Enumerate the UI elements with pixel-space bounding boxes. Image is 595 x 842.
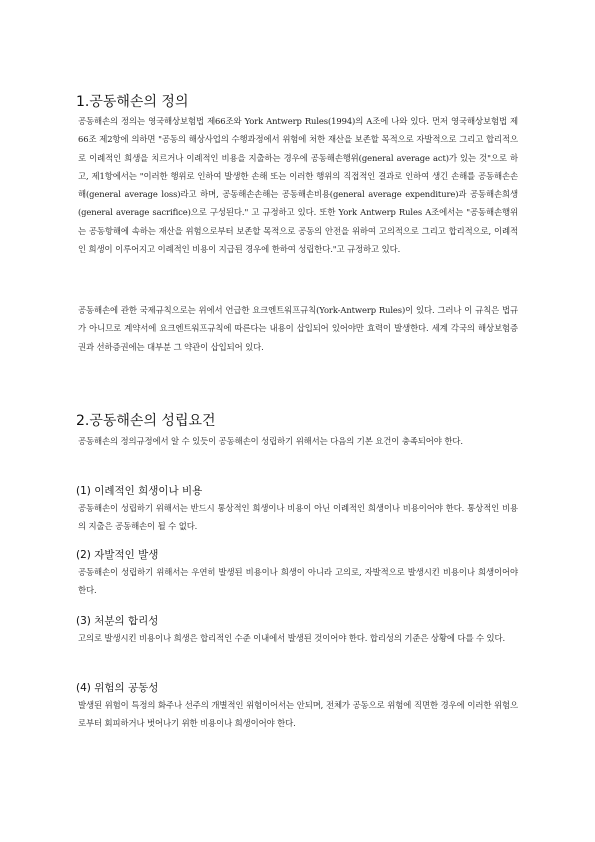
requirement-3-text: 고의로 발생시킨 비용이나 희생은 합리적인 수준 이내에서 발생된 것이어야 한다. 합리성의 기준은 상황에 다를 수 있다.	[78, 633, 506, 643]
requirement-1-text: 공동해손이 성립하기 위해서는 반드시 통상적인 희생이나 비용이 아닌 이례적인 희생이나 비용이어야 한다. 통상적인 비용의 지출은 공동해손이 될 수 없다.	[78, 503, 518, 532]
section-1-paragraph-1: 공동해손의 정의는 영국해상보험법 제66조와 York Antwerp Rules(1994)의 A조에 나와 있다. 먼저 영국해상보험법 제66조 제2항에 의하면 "공동의 해상사업의 수행과정에서 위험에 처한 재산을 보존할 목적으로 자발적으로 그리고 합리적으로 이례적인 희생을 치르거나 이례적인 비용을 지출하는 경우에 공동해손행위(general average act)가 있는 것"으로 하고, 제1항에서는 "이러한 행위로 인하여 발생한 손해 또는 이러한 행위의 직접적인 결과로 인하여 생긴 손해를 공동해손손해(general average loss)라고 하며, 공동해손손해는 공동해손비용(general average expenditure)과 공동해손희생(general average sacrifice)으로 구성된다." 고 규정하고 있다. 또한 York Antwerp Rules A조에서는 "공동해손행위는 공동항해에 속하는 재산을 위험으로부터 보존할 목적으로 공동의 안전을 위하여 고의적으로 그리고 합리적으로, 이례적인 희생이 이루어지고 이례적인 비용이 지급된 경우에 한하여 성립한다."고 규정하고 있다.	[78, 116, 518, 255]
requirement-2-heading: (2) 자발적인 발생	[76, 549, 159, 561]
requirement-2-text: 공동해손이 성립하기 위해서는 우연히 발생된 비용이나 희생이 아니라 고의로, 자발적으로 발생시킨 비용이나 희생이어야 한다.	[78, 567, 518, 596]
section-2-title: 2.공동해손의 성립요건	[76, 413, 216, 429]
requirement-4-text: 발생된 위험이 특정의 화주나 선주의 개별적인 위험이어서는 안되며, 전체가 공동으로 위험에 직면한 경우에 이러한 위험으로부터 회피하거나 벗어나기 위한 비용이나 희생이어야 한다.	[78, 700, 518, 729]
section-1-paragraph-2: 공동해손에 관한 국제규칙으로는 위에서 언급한 요크엔트워프규칙(York-Antwerp Rules)이 있다. 그러나 이 규칙은 법규가 아니므로 계약서에 요크엔트워프규칙에 따른다는 내용이 삽입되어 있어야만 효력이 발생한다. 세계 각국의 해상보험증권과 선하증권에는 대부분 그 약관이 삽입되어 있다.	[78, 305, 518, 352]
section-1-title: 1.공동해손의 정의	[76, 94, 189, 110]
requirement-1-heading: (1) 이례적인 희생이나 비용	[76, 485, 203, 497]
requirement-4-heading: (4) 위험의 공동성	[76, 682, 159, 694]
requirement-3-heading: (3) 처분의 합리성	[76, 615, 159, 627]
section-2-intro: 공동해손의 정의규정에서 알 수 있듯이 공동해손이 성립하기 위해서는 다음의 기본 요건이 충족되어야 한다.	[78, 436, 463, 446]
